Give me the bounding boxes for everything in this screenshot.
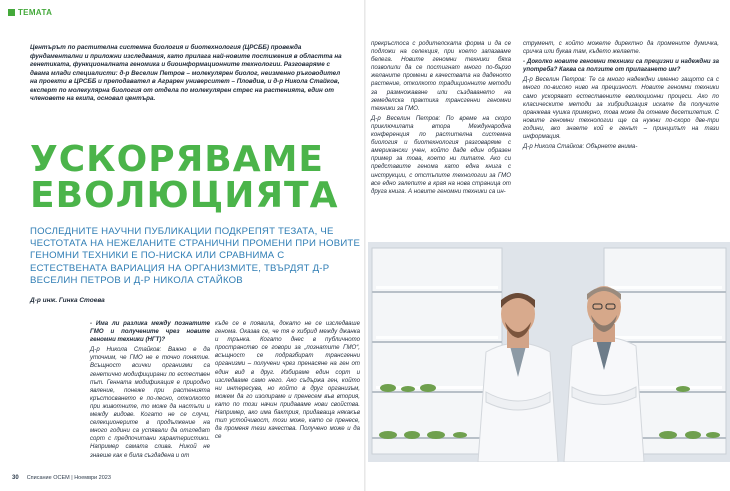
lead-paragraph — [30, 44, 348, 104]
section-label: ТЕМАТА — [18, 8, 53, 17]
author-byline: Д-р инж. Гинка Стоева — [30, 297, 105, 304]
article-headline — [30, 139, 360, 216]
body-column-1 — [90, 320, 210, 462]
interview-answer: Д-р Веселин Петров: Те са много надеждни именно защото са с много по-високо ниво на прецизност. Новите геномни техники само ускоряват естествените еволюционни процеси. Ако по класическите методи за хибридизация искате да получите оранжева чушка примерно, това може да отнеме десетилетия. С новите геномни технологии ще са нужни по-скоро две-три години, ако знаете кой е генът – принципът на тази информация. — [523, 76, 719, 141]
page-fold — [364, 0, 366, 491]
page-footer — [12, 473, 111, 483]
section-tag — [8, 8, 52, 17]
section-square-icon — [8, 9, 15, 16]
interview-question: - Доколко новите геномни техники са прецизни и надеждни за употреба? Каква са ползите от прилагането им? — [523, 58, 719, 74]
body-text: струмент, с който можете директно да промените думичка, сричка или буква там, където желаете. — [523, 40, 719, 56]
interview-question: - Има ли разлика между познатите ГМО и получените чрез новите геномни техники (НГТ)? — [90, 320, 210, 344]
headline-line-1: УСКОРЯВАМЕ — [30, 139, 325, 180]
scientists-photo — [368, 242, 730, 462]
interview-answer: Д-р Никола Стайков: Важно е да уточним, че ГМО не е точно понятие. Всъщност всички организми са генетично модифицирани по естествен път. Генната модификация е природно явление, понеже при растенията кръстосването е по-лесно, отколкото при животните, то може да настъпи и между видове. Когато не се случи, селекционерите в продължение на много години са успявали да отгледат сорт с предпочитани характеристики. Например самата слива. Никой не знаеше как е била създадена и от — [90, 346, 210, 459]
headline-line-2: ЕВОЛЮЦИЯТА — [30, 175, 339, 216]
article-subhead: ПОСЛЕДНИТЕ НАУЧНИ ПУБЛИКАЦИИ ПОДКРЕПЯТ ТЕЗАТА, ЧЕ ЧЕСТОТАТА НА НЕЖЕЛАНИТЕ СТРАНИЧНИ ПРОМЕНИ ПРИ НОВИТЕ ГЕНОМНИ ТЕХНИКИ Е ПО-НИСКА ИЛИ СРАВНИМА С ЕСТЕСТВЕНАТА ВАРИАЦИЯ НА ОРГАНИЗМИТЕ, ТВЪРДЯТ Д-Р ВЕСЕЛИН ПЕТРОВ И Д-Р НИКОЛА СТАЙКОВ — [30, 226, 361, 286]
interview-answer: Д-р Никола Стайков: Обърнете внима- — [523, 143, 638, 151]
page-number: 30 — [12, 475, 19, 481]
body-text: прекръстоса с родителската форма и да се подложи на селекция, при което запазваме белега. Новите геномни техники бяха позволили да се постигнат много по-бързо желаните промени в качествата на даденото растение, отколкото традиционните методи за размножаване или създаването на земеделска практика трансгенни геномни техники за ГМО. — [371, 40, 511, 112]
body-text: Д-р Веселин Петров: По време на скоро приключилата втора Международна конференция по растителна системна биология и биотехнология разговаряме с американски учен, който даде един образен пример за това, което ни питате. Ако си представите генома като една книга с инструкции, с отстъпите технологии за ГМО все едно залепите в края на нова страница от друга книга. А новите геномни техники са ин- — [371, 114, 511, 195]
body-column-2 — [215, 320, 360, 443]
body-column-3 — [371, 40, 511, 198]
body-text: къде се е появила, докато не се изследваше генома. Оказва се, че тя е хибрид между джанка и трънка. Когато днес в публичното пространство се говори за „познатите ГМО“, всъщност се подразбират трансгенни организми – получени чрез пренасяне на ген от един вид в друг. Избираме един сорт и изследваме само него. Ако съдържа ген, който ни интересува, но който в друг организъм, можем да го изолираме и пренесем във втория, като по този начин придаваме нови свойства. Например, ако има бактрия, придаваща някакъв тип устойчивост, този може, като се пренесе, да променя тези качества. Получено може и да се — [215, 320, 360, 441]
lead-text: Центърът по растителна системна биология и биотехнология (ЦРСББ) провежда фундаментални и приложни изследвания, като прилага най-новите постижения в областта на генетиката, функционалната геномика и биоинформационните технологии. Разговаряме с двама млади специалисти: д-р Веселин Петров – молекулярен биолог, неизменно ръководител на проекти в ЦРСББ и преподавател в Аграрен университет – Пловдив, и д-р Никола Стайков, експерт по молекулярна биология от отдела по молекулярен стрес на растенията, един от членовете на екипа, основал центъра. — [30, 44, 342, 102]
body-column-4 — [523, 40, 719, 153]
publication-name: Списание ОСЕМ | Ноември 2023 — [26, 475, 111, 481]
